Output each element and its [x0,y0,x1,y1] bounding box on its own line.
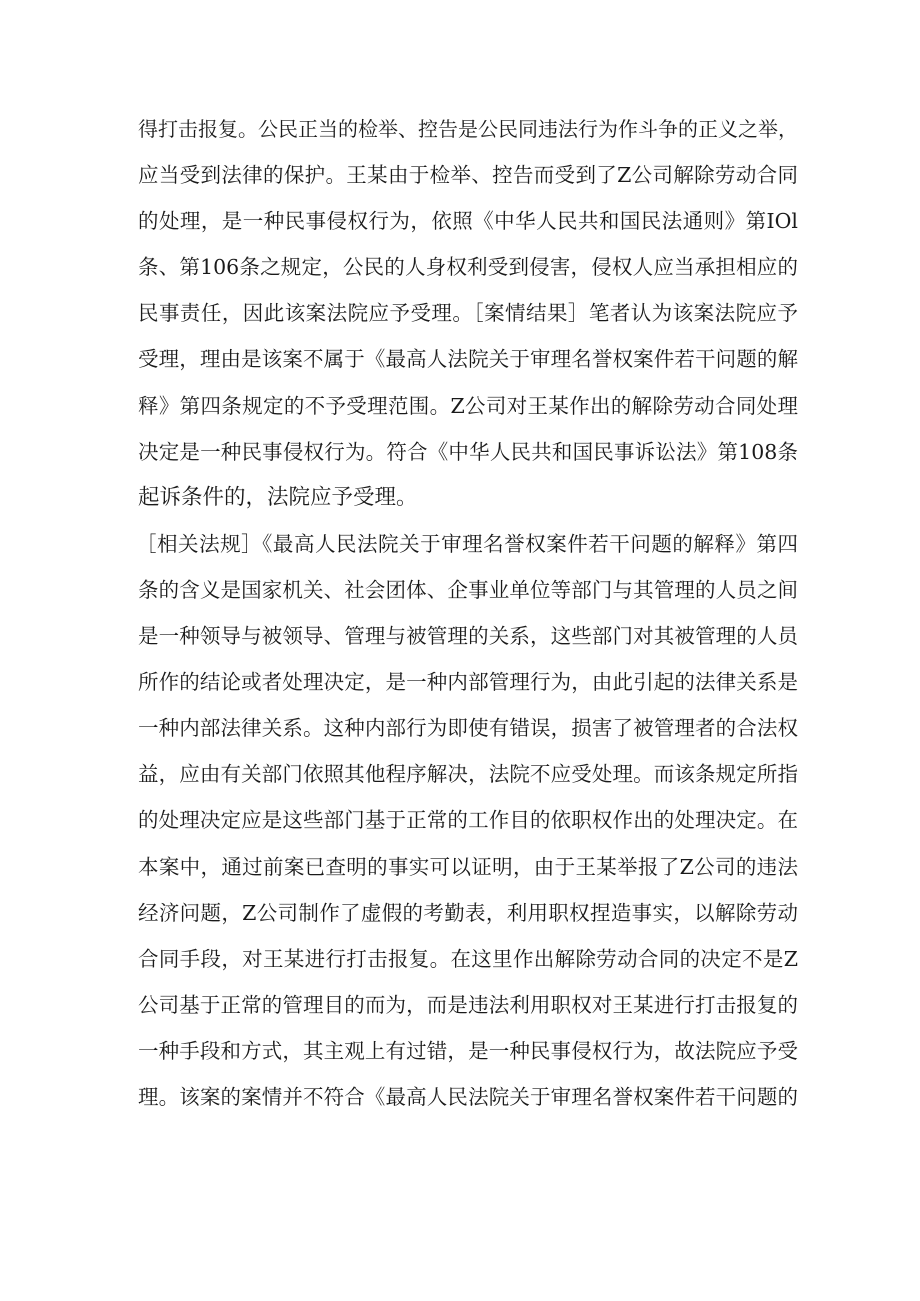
text-line-4: 条、第106条之规定，公民的人身权利受到侵害，侵权人应当承担相应的 [138,255,798,280]
text-line-2: 应当受到法律的保护。王某由于检举、控告而受到了Z公司解除劳动合同 [138,163,798,188]
text-line-15: 益，应由有关部门依照其他程序解决，法院不应受处理。而该条规定所指 [138,762,798,787]
text-line-13: 所作的结论或者处理决定，是一种内部管理行为，由此引起的法律关系是 [138,670,798,695]
text-line-10: ［相关法规］《最高人民法院关于审理名誉权案件若干问题的解释》第四 [136,531,798,556]
text-line-16: 的处理决定应是这些部门基于正常的工作目的依职权作出的处理决定。在 [138,808,798,833]
text-line-5: 民事责任，因此该案法院应予受理。［案情结果］笔者认为该案法院应予 [138,301,798,326]
text-line-17: 本案中，通过前案已查明的事实可以证明，由于王某举报了Z公司的违法 [138,854,798,879]
text-line-14: 一种内部法律关系。这种内部行为即使有错误，损害了被管理者的合法权 [138,716,798,741]
text-line-6: 受理，理由是该案不属于《最高人法院关于审理名誉权案件若干问题的解 [138,347,798,372]
text-line-20: 公司基于正常的管理目的而为，而是违法利用职权对王某进行打击报复的 [138,992,798,1017]
text-line-21: 一种手段和方式，其主观上有过错，是一种民事侵权行为，故法院应予受 [138,1038,798,1063]
text-line-19: 合同手段，对王某进行打击报复。在这里作出解除劳动合同的决定不是Z [138,946,798,971]
text-line-1: 得打击报复。公民正当的检举、控告是公民同违法行为作斗争的正义之举， [138,117,798,141]
text-line-22: 理。该案的案情并不符合《最高人民法院关于审理名誉权案件若干问题的 [138,1084,798,1109]
text-line-3: 的处理，是一种民事侵权行为，依照《中华人民共和国民法通则》第IOl [138,209,798,234]
text-line-7: 释》第四条规定的不予受理范围。Z公司对王某作出的解除劳动合同处理 [138,393,798,418]
text-line-8: 决定是一种民事侵权行为。符合《中华人民共和国民事诉讼法》第108条 [138,439,798,464]
text-line-11: 条的含义是国家机关、社会团体、企事业单位等部门与其管理的人员之间 [138,577,798,602]
text-line-9: 起诉条件的，法院应予受理。 [138,484,418,510]
body-text [138,106,798,1120]
text-line-18: 经济问题，Z公司制作了虚假的考勤表，利用职权捏造事实，以解除劳动 [138,900,798,925]
text-line-12: 是一种领导与被领导、管理与被管理的关系，这些部门对其被管理的人员 [138,624,798,649]
